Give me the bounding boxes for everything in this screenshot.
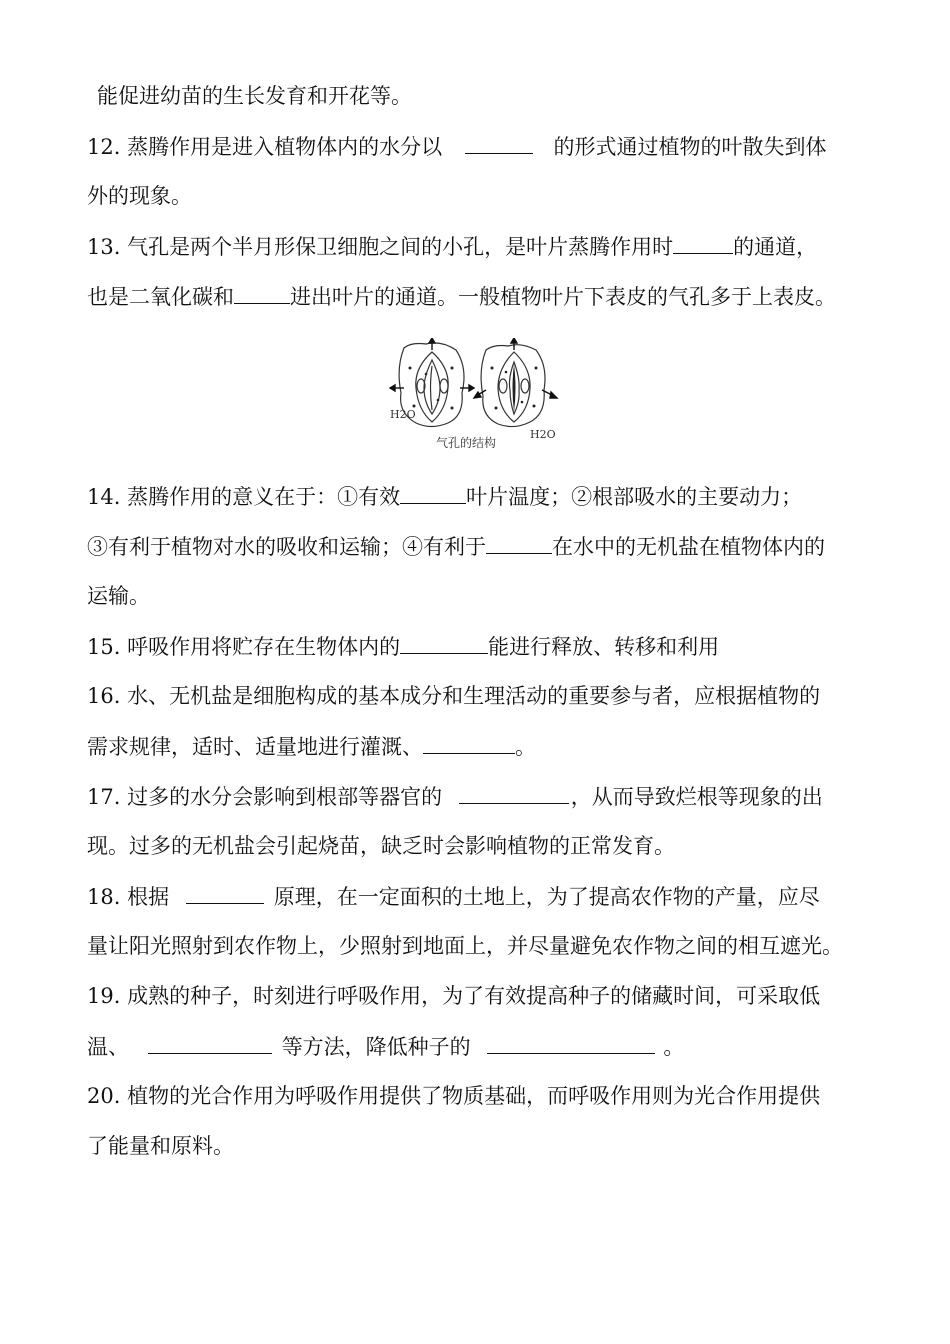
answer-blank[interactable] (423, 731, 515, 754)
text-segment: 进出叶片的通道。一般植物叶片下表皮的气孔多于上表皮。 (290, 285, 836, 309)
answer-blank[interactable] (148, 1031, 272, 1054)
text-line (87, 1031, 867, 1061)
text-segment: 外的现象。 (87, 184, 192, 208)
answer-blank[interactable] (400, 631, 488, 654)
answer-blank[interactable] (486, 531, 552, 554)
question-14 (87, 481, 867, 511)
answer-blank[interactable] (186, 881, 264, 904)
text-line (87, 581, 867, 611)
text-segment: 也是二氧化碳和 (87, 285, 234, 309)
text-segment: 运输。 (87, 584, 150, 608)
text-segment: 18. 根据 (87, 885, 170, 909)
text-segment: ，从而导致烂根等现象的出 (570, 785, 823, 809)
text-segment: 19. 成熟的种子，时刻进行呼吸作用，为了有效提高种子的储藏时间，可采取低 (87, 984, 821, 1008)
question-16 (87, 681, 867, 711)
stomata-figure (386, 338, 566, 458)
text-segment: 了能量和原料。 (87, 1134, 234, 1158)
text-segment: 需求规律，适时、适量地进行灌溉、 (87, 735, 423, 759)
question-15 (87, 631, 867, 661)
text-segment: 等方法，降低种子的 (281, 1035, 471, 1059)
text-segment: 叶片温度；②根部吸水的主要动力； (466, 485, 803, 509)
answer-blank[interactable] (465, 131, 533, 154)
text-segment: 12. 蒸腾作用是进入植物体内的水分以 (87, 135, 443, 159)
text-segment: 17. 过多的水分会影响到根部等器官的 (87, 785, 443, 809)
text-segment: 13. 气孔是两个半月形保卫细胞之间的小孔，是叶片蒸腾作用时 (87, 235, 674, 259)
text-segment: 能促进幼苗的生长发育和开花等。 (97, 84, 412, 108)
text-segment: 在水中的无机盐在植物体内的 (552, 535, 825, 559)
text-segment: 16. 水、无机盐是细胞构成的基本成分和生理活动的重要参与者，应根据植物的 (87, 684, 821, 708)
text-segment: 。 (515, 735, 536, 759)
question-20 (87, 1081, 867, 1111)
question-18 (87, 881, 867, 911)
text-line (87, 1131, 867, 1161)
text-line (87, 731, 867, 761)
text-line (87, 531, 867, 561)
text-segment: 的通道， (733, 235, 818, 259)
answer-blank[interactable] (459, 781, 569, 804)
text-line (87, 831, 867, 861)
question-17 (87, 781, 867, 811)
text-segment: 温、 (87, 1035, 129, 1059)
question-13 (87, 231, 867, 261)
text-line (87, 81, 867, 111)
figure-caption: 气孔的结构 (435, 436, 496, 450)
answer-blank[interactable] (234, 281, 290, 304)
text-segment: 能进行释放、转移和利用 (488, 635, 720, 659)
text-segment: ③有利于植物对水的吸收和运输；④有利于 (87, 535, 486, 559)
h2o-label-left: H2O (390, 408, 416, 421)
text-segment: 20. 植物的光合作用为呼吸作用提供了物质基础，而呼吸作用则为光合作用提供 (87, 1084, 821, 1108)
text-line (87, 281, 867, 311)
answer-blank[interactable] (673, 231, 733, 254)
answer-blank[interactable] (400, 481, 466, 504)
text-segment: 14. 蒸腾作用的意义在于：①有效 (87, 485, 401, 509)
text-segment: 量让阳光照射到农作物上，少照射到地面上，并尽量避免农作物之间的相互遮光。 (87, 934, 843, 958)
answer-blank[interactable] (487, 1031, 655, 1054)
text-segment: 15. 呼吸作用将贮存在生物体内的 (87, 635, 401, 659)
text-line (87, 181, 867, 211)
text-segment: 现。过多的无机盐会引起烧苗，缺乏时会影响植物的正常发育。 (87, 834, 675, 858)
text-line (87, 931, 867, 961)
question-12 (87, 131, 867, 161)
h2o-label-right: H2O (530, 428, 556, 441)
text-segment: 。 (663, 1035, 685, 1059)
text-segment: 原理，在一定面积的土地上，为了提高农作物的产量，应尽 (273, 885, 820, 909)
stomata-diagram (386, 338, 566, 438)
question-19 (87, 981, 867, 1011)
text-segment: 的形式通过植物的叶散失到体 (553, 135, 827, 159)
